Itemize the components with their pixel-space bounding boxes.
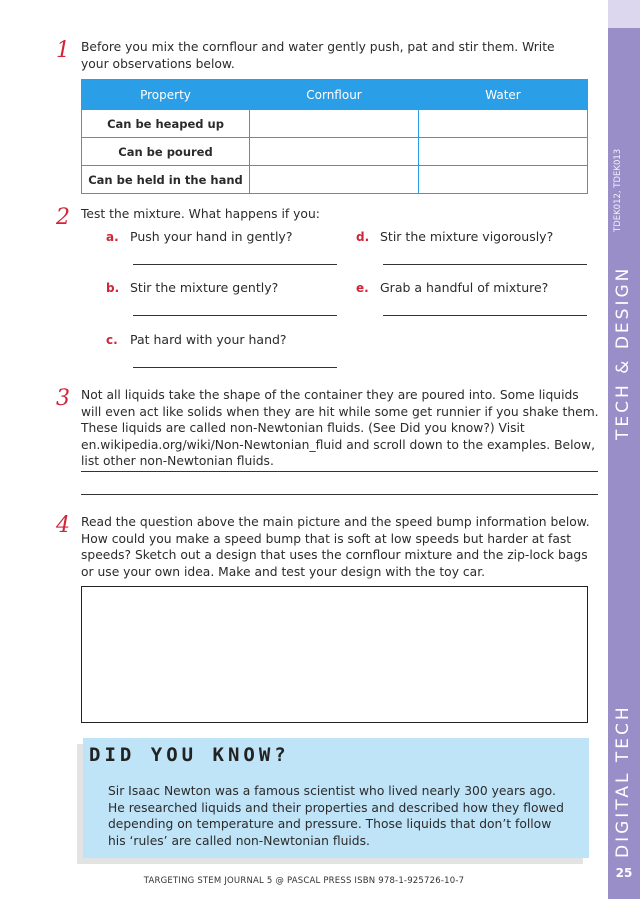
table-row-label: Can be poured	[82, 138, 250, 166]
answer-line-2e[interactable]	[383, 315, 587, 316]
table-header-cornflour: Cornflour	[250, 80, 419, 110]
table-header-row	[82, 80, 588, 110]
item-text: Pat hard with your hand?	[130, 332, 287, 347]
cornflour-answer-cell[interactable]	[250, 110, 419, 138]
item-text: Grab a handful of mixture?	[380, 280, 549, 295]
question-number-1: 1	[56, 38, 70, 63]
table-row	[82, 110, 588, 138]
table-row	[82, 138, 588, 166]
answer-line-2c[interactable]	[133, 367, 337, 368]
question-2c	[106, 332, 287, 347]
question-2d	[356, 229, 553, 244]
table-header-property: Property	[82, 80, 250, 110]
did-you-know-title: DID YOU KNOW?	[89, 744, 290, 766]
question-4-text: Read the question above the main picture and the speed bump information below. How could you make a speed bump that is soft at low speeds but harder at fast speeds? Sketch out a design that uses the cornflour mixture and the zip-lock bags or use your own idea. Make and test your design with the toy car.	[81, 515, 590, 579]
curriculum-codes: TDEK012, TDEK013	[613, 148, 623, 232]
item-letter: d.	[356, 230, 370, 244]
answer-line-3b[interactable]	[81, 494, 598, 495]
cornflour-answer-cell[interactable]	[250, 166, 419, 194]
answer-line-2d[interactable]	[383, 264, 587, 265]
answer-line-3a[interactable]	[81, 471, 598, 472]
item-letter: c.	[106, 333, 118, 347]
question-2a	[106, 229, 292, 244]
cornflour-answer-cell[interactable]	[250, 138, 419, 166]
question-number-3: 3	[56, 386, 70, 411]
question-1-text: Before you mix the cornflour and water gently push, pat and stir them. Write your observations below.	[81, 40, 555, 71]
item-text: Stir the mixture gently?	[130, 280, 279, 295]
table-header-water: Water	[419, 80, 588, 110]
water-answer-cell[interactable]	[419, 166, 588, 194]
page-number: 25	[615, 866, 633, 880]
item-letter: b.	[106, 281, 120, 295]
question-2-text: Test the mixture. What happens if you:	[81, 207, 320, 221]
table-row-label: Can be held in the hand	[82, 166, 250, 194]
table-row-label: Can be heaped up	[82, 110, 250, 138]
question-2b	[106, 280, 278, 295]
answer-line-2b[interactable]	[133, 315, 337, 316]
question-number-4: 4	[56, 513, 70, 538]
question-3-text: Not all liquids take the shape of the container they are poured into. Some liquids will even act like solids when they are hit while some get runnier if you shake them. These liquids are called non-Newtonian fluids. (See Did you know?) Visit en.wikipedia.org/wiki/Non-Newtonian_fluid and scroll down to the examples. Below, list other non-Newtonian fluids.	[81, 388, 599, 468]
water-answer-cell[interactable]	[419, 110, 588, 138]
item-letter: a.	[106, 230, 119, 244]
section-tech-design: TECH & DESIGN	[613, 265, 633, 440]
table-row	[82, 166, 588, 194]
footer: TARGETING STEM JOURNAL 5 @ PASCAL PRESS ISBN 978-1-925726-10-7	[143, 876, 465, 886]
section-digital-tech: DIGITAL TECH	[613, 704, 633, 858]
question-number-2: 2	[56, 205, 70, 230]
sketch-box[interactable]	[81, 586, 588, 723]
item-letter: e.	[356, 281, 369, 295]
water-answer-cell[interactable]	[419, 138, 588, 166]
answer-line-2a[interactable]	[133, 264, 337, 265]
item-text: Push your hand in gently?	[130, 229, 293, 244]
did-you-know-body: Sir Isaac Newton was a famous scientist who lived nearly 300 years ago. He researched liquids and their properties and described how they flowed depending on temperature and pressure. Those liquids that don’t follow his ‘rules’ are called non-Newtonian fluids.	[108, 784, 564, 848]
question-2e	[356, 280, 548, 295]
sidebar-top-band	[608, 0, 640, 28]
item-text: Stir the mixture vigorously?	[380, 229, 554, 244]
observation-table	[81, 79, 588, 194]
